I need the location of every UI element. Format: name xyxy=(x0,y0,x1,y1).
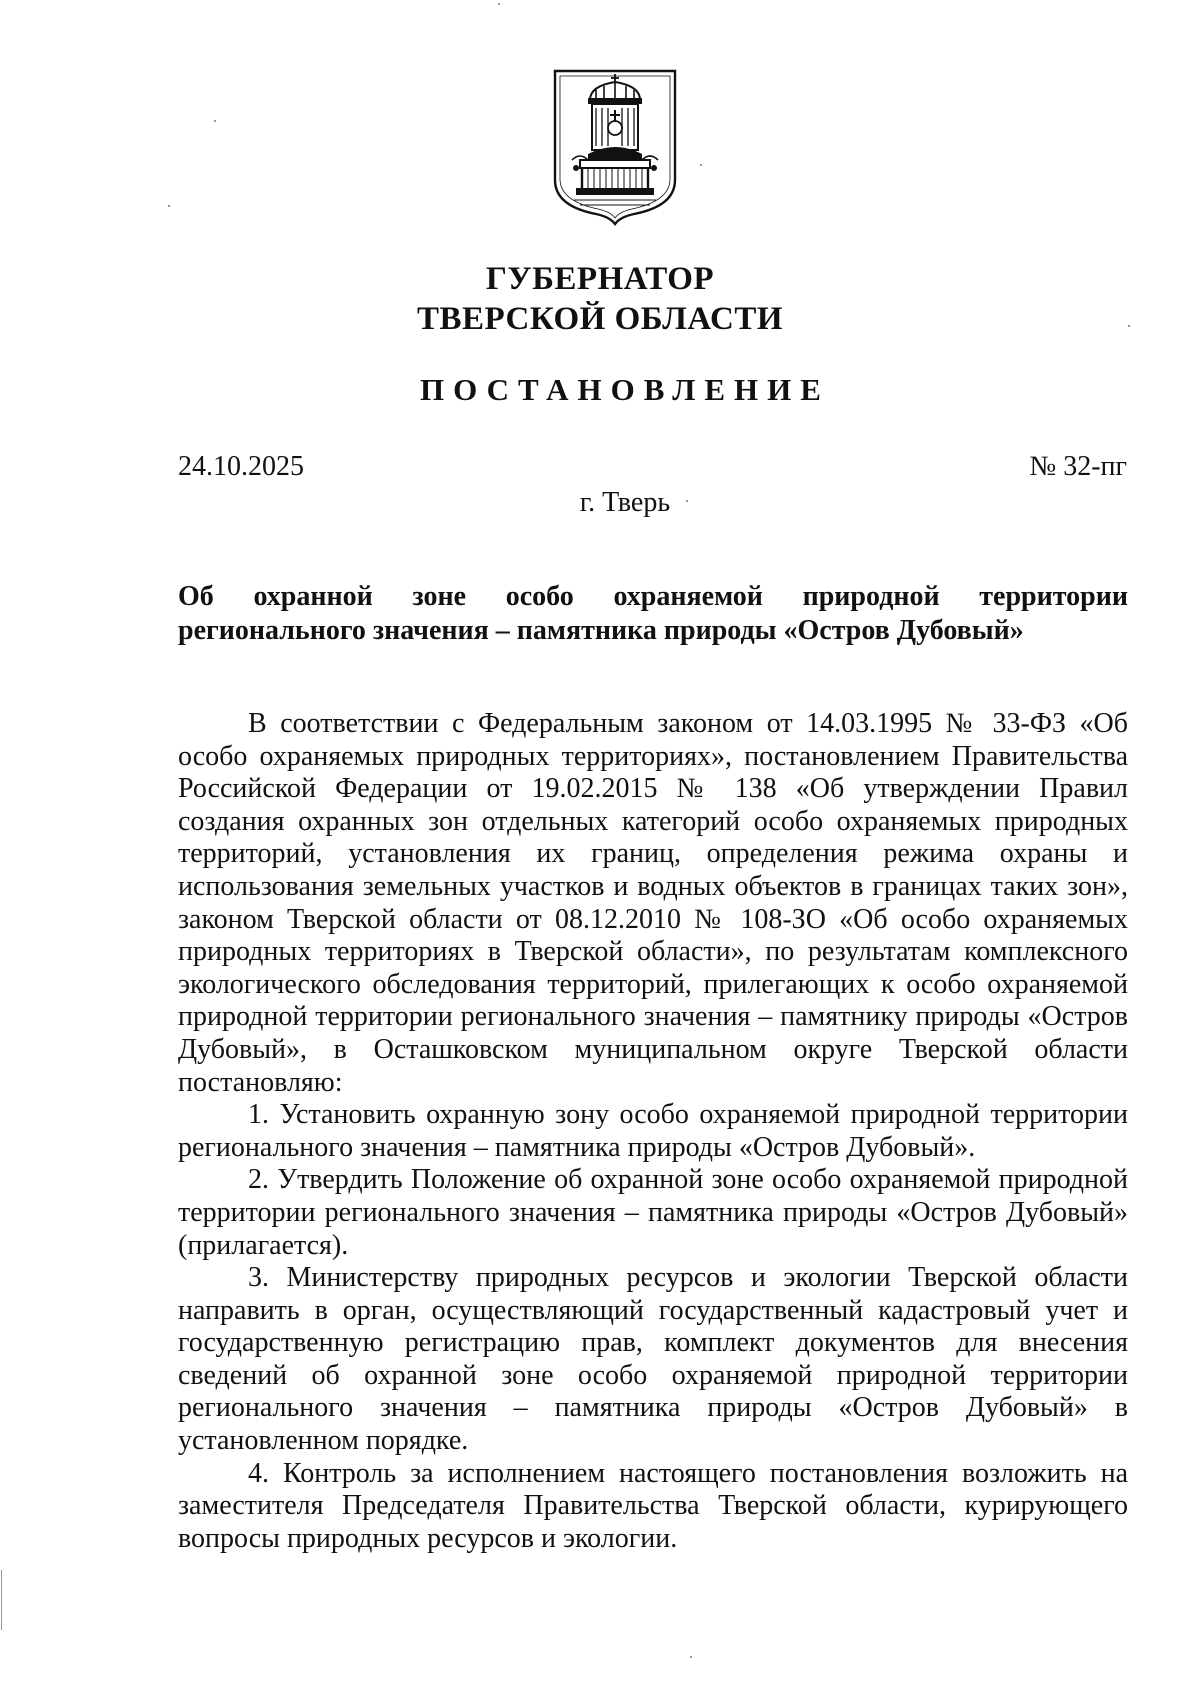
scan-speck xyxy=(214,120,216,122)
scan-speck xyxy=(700,164,702,166)
scan-speck xyxy=(168,205,170,207)
document-number: № 32-пг xyxy=(1029,451,1127,482)
coat-of-arms-icon xyxy=(552,68,678,226)
resolution-item-4: 4. Контроль за исполнением настоящего постановления возложить на заместителя Председателя Правительства Тверской области, курирующего вопросы природных ресурсов и экологии. xyxy=(178,1457,1128,1554)
preamble-paragraph: В соответствии с Федеральным законом от 14.03.1995 № 33-ФЗ «Об особо охраняемых природных территориях», постановлением Правительства Российской Федерации от 19.02.2015 № 138 «Об утверждении Правил создания охранных зон отдельных категорий особо охраняемых природных территорий, установления их границ, определения режима охраны и использования земельных участков и водных объектов в границах таких зон», законом Тверской области от 08.12.2010 № 108-ЗО «Об особо охраняемых природных территориях в Тверской области», по результатам комплексного экологического обследования территорий, прилегающих к особо охраняемой природной территории регионального значения – памятнику природы «Остров Дубовый», в Осташковском муниципальном округе Тверской области постановляю: xyxy=(178,708,1128,1098)
issuer-title-line-2: ТВЕРСКОЙ ОБЛАСТИ xyxy=(416,301,784,337)
document-title xyxy=(178,580,1128,648)
scan-speck xyxy=(686,500,688,502)
document-title-line-2: регионального значения – памятника природы «Остров Дубовый» xyxy=(178,615,1024,646)
document-date: 24.10.2025 xyxy=(178,451,304,482)
document-city: г. Тверь xyxy=(579,487,671,518)
resolution-item-3: 3. Министерству природных ресурсов и экологии Тверской области направить в орган, осуществляющий государственный кадастровый учет и государственную регистрацию прав, комплект документов для внесения сведений об охранной зоне особо охраняемой природной территории регионального значения – памятника природы «Остров Дубовый» в установленном порядке. xyxy=(178,1262,1128,1457)
scan-edge-line xyxy=(1,1570,2,1630)
issuer-title-line-1: ГУБЕРНАТОР xyxy=(485,261,715,297)
resolution-item-1: 1. Установить охранную зону особо охраняемой природной территории регионального значения – памятника природы «Остров Дубовый». xyxy=(178,1099,1128,1163)
scan-speck xyxy=(690,1656,692,1658)
scan-speck xyxy=(1128,325,1130,327)
document-body xyxy=(178,708,1128,1555)
resolution-item-2: 2. Утвердить Положение об охранной зоне особо охраняемой природной территории регионального значения – памятника природы «Остров Дубовый» (прилагается). xyxy=(178,1164,1128,1261)
document-title-line-1: Об охранной зоне особо охраняемой природной территории xyxy=(178,581,1128,612)
document-type: ПОСТАНОВЛЕНИЕ xyxy=(420,372,830,407)
scan-speck xyxy=(498,3,500,5)
